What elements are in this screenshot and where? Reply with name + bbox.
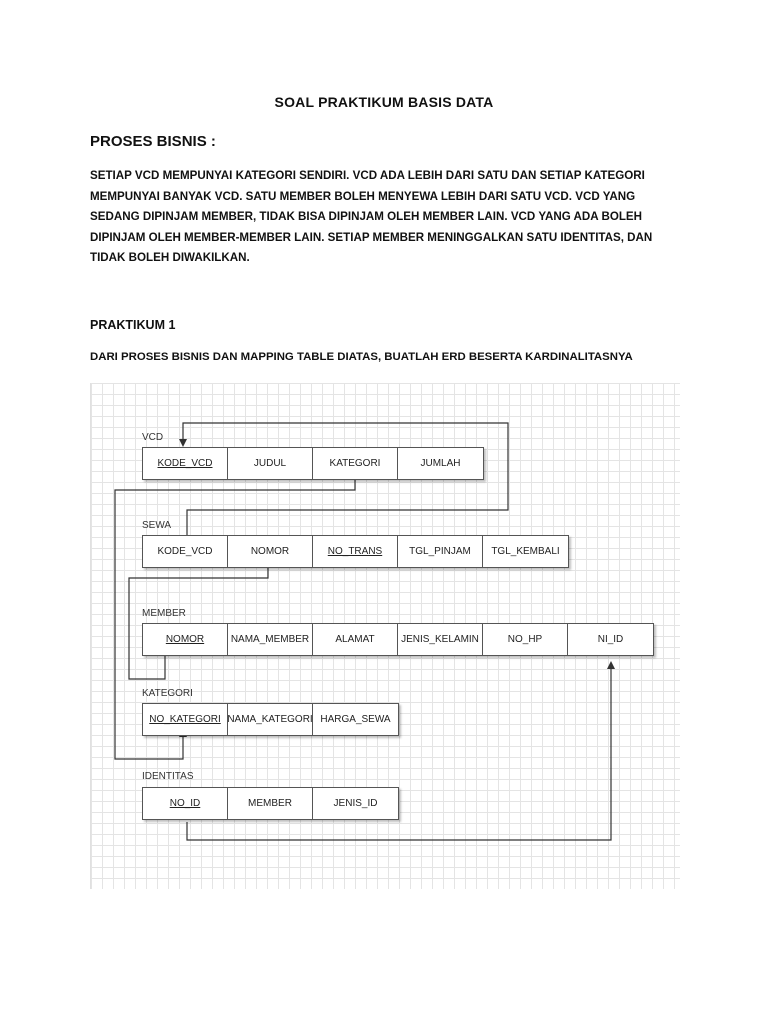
column-judul: JUDUL [228,448,313,479]
table-label-identitas: IDENTITAS [142,771,194,782]
column-no-kategori: NO_KATEGORI [143,704,228,735]
column-tgl-pinjam: TGL_PINJAM [398,536,483,567]
column-harga-sewa: HARGA_SEWA [320,714,391,725]
column-no-id: NO_ID [143,788,228,819]
column-tgl-kembali: TGL_KEMBALI [491,546,560,557]
paragraph-line: SETIAP VCD MEMPUNYAI KATEGORI SENDIRI. VCD ADA LEBIH DARI SATU DAN SETIAP KATEGORI [90,169,645,182]
table-member [142,623,654,656]
table-label-member: MEMBER [142,608,186,619]
column-member: MEMBER [228,788,313,819]
paragraph-line: DIPINJAM OLEH MEMBER-MEMBER LAIN. SETIAP MEMBER MENINGGALKAN SATU IDENTITAS, DAN [90,230,653,244]
section-heading: PROSES BISNIS : [90,133,216,150]
column-jenis-id: JENIS_ID [333,798,378,809]
erd-diagram [90,383,680,889]
column-alamat: ALAMAT [313,624,398,655]
table-label-kategori: KATEGORI [142,688,193,699]
document-title: SOAL PRAKTIKUM BASIS DATA [274,94,494,110]
business-process-paragraph [90,166,690,269]
table-identitas [142,787,399,820]
table-kategori [142,703,399,736]
paragraph-line: TIDAK BOLEH DIWAKILKAN. [90,251,250,265]
column-kategori: KATEGORI [313,448,398,479]
paragraph-line: SEDANG DIPINJAM MEMBER, TIDAK BISA DIPINJAM OLEH MEMBER LAIN. VCD YANG ADA BOLEH [90,210,643,224]
column-no-trans: NO_TRANS [313,536,398,567]
table-vcd [142,447,484,480]
instruction-text: DARI PROSES BISNIS DAN MAPPING TABLE DIATAS, BUATLAH ERD BESERTA KARDINALITASNYA [90,351,633,363]
table-label-vcd: VCD [142,432,164,443]
column-kode-vcd: KODE_VCD [143,536,228,567]
relation-member-sewa [129,564,268,679]
column-nama-kategori: NAMA_KATEGORI [228,704,313,735]
column-kode-vcd: KODE_VCD [143,448,228,479]
practicum-heading: PRAKTIKUM 1 [90,318,176,332]
column-nama-member: NAMA_MEMBER [228,624,313,655]
table-sewa [142,535,569,568]
table-label-sewa: SEWA [142,520,172,531]
column-ni-id: NI_ID [597,634,624,645]
column-no-hp: NO_HP [483,624,568,655]
paragraph-line: MEMPUNYAI BANYAK VCD. SATU MEMBER BOLEH MENYEWA LEBIH DARI SATU VCD. VCD YANG [90,189,636,203]
column-nomor: NOMOR [228,536,313,567]
column-jumlah: JUMLAH [420,458,461,469]
column-nomor: NOMOR [143,624,228,655]
relation-sewa-vcd [183,423,508,537]
column-jenis-kelamin: JENIS_KELAMIN [398,624,483,655]
